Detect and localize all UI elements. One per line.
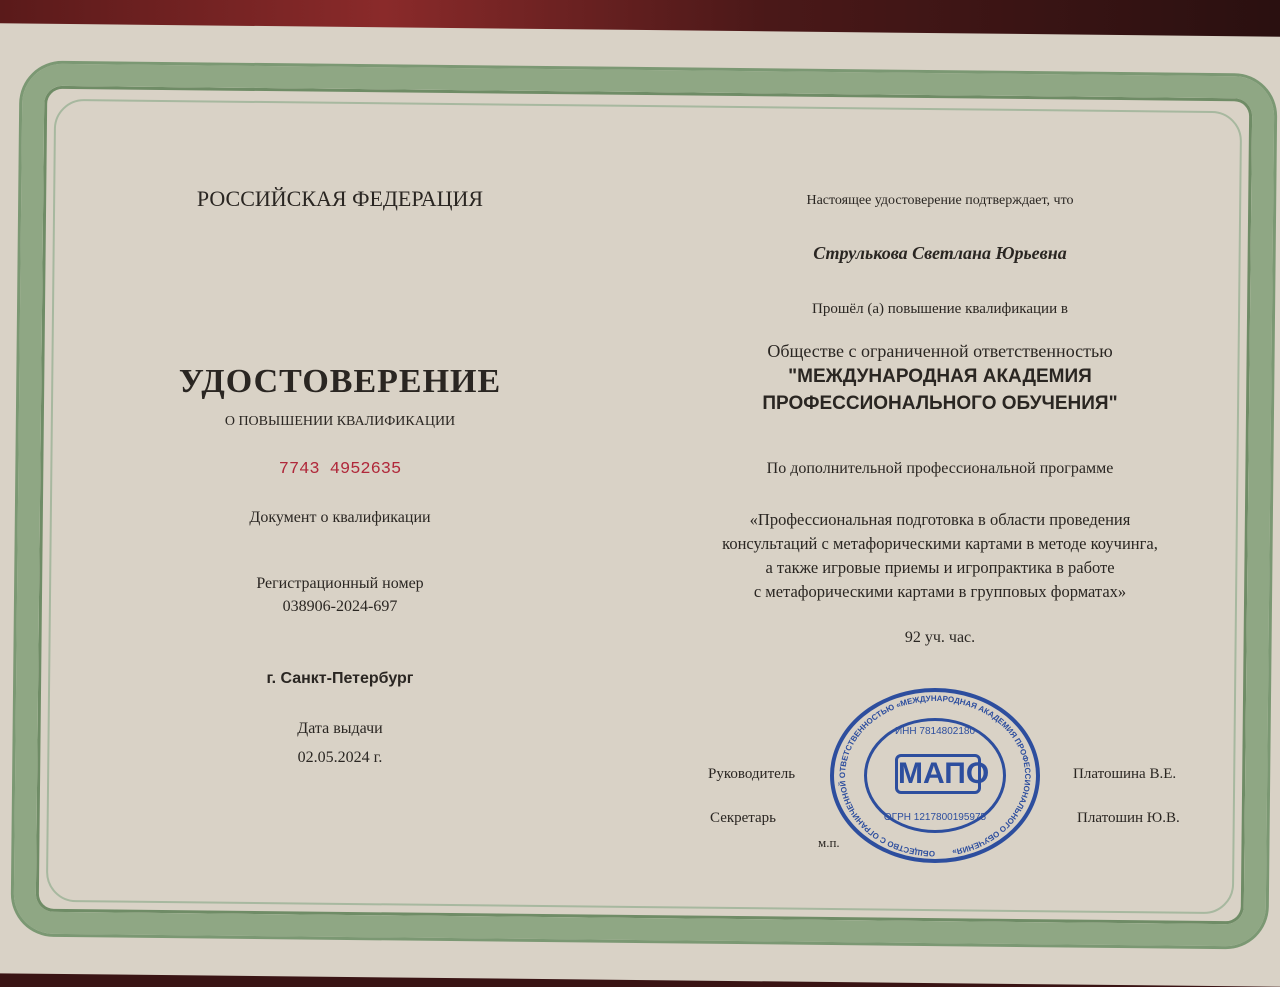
secretary-label: Секретарь <box>710 810 777 826</box>
org-name-line2: ПРОФЕССИОНАЛЬНОГО ОБУЧЕНИЯ" <box>762 393 1118 414</box>
stamp-logo: МАПО <box>895 754 981 794</box>
issue-date: 02.05.2024 г. <box>297 749 383 766</box>
stamp-inn: ИНН 7814802180 <box>894 726 976 737</box>
doc-type: Документ о квалификации <box>249 509 431 526</box>
serial-number: 7743 4952635 <box>278 460 402 479</box>
certificate-paper <box>0 23 1280 987</box>
person-name: Струлькова Светлана Юрьевна <box>813 243 1067 263</box>
program-line: а также игровые приемы и игропрактика в работе <box>765 558 1115 577</box>
stamp-ring-text: ОБЩЕСТВО С ОГРАНИЧЕННОЙ ОТВЕТСТВЕННОСТЬЮ «МЕЖДУНАРОДНАЯ АКАДЕМИЯ ПРОФЕССИОНАЛЬНОГО ОБУЧЕНИЯ» <box>838 693 1033 859</box>
head-label: Руководитель <box>708 766 796 782</box>
org-name-line1: "МЕЖДУНАРОДНАЯ АКАДЕМИЯ <box>788 366 1092 387</box>
program-line: консультаций с метафорическими картами в методе коучинга, <box>722 534 1158 553</box>
reg-label: Регистрационный номер <box>256 575 424 592</box>
head-name: Платошина В.Е. <box>1073 766 1177 782</box>
official-stamp <box>830 688 1040 863</box>
hours: 92 уч. час. <box>904 629 976 646</box>
passed-text: Прошёл (а) повышение квалификации в <box>812 301 1068 317</box>
confirm-text: Настоящее удостоверение подтверждает, что <box>806 193 1074 208</box>
country-heading: РОССИЙСКАЯ ФЕДЕРАЦИЯ <box>196 186 484 211</box>
seal-place: м.п. <box>818 835 840 850</box>
document-subtitle: О ПОВЫШЕНИИ КВАЛИФИКАЦИИ <box>224 414 456 429</box>
program-line: с метафорическими картами в групповых форматах» <box>753 582 1127 601</box>
date-label: Дата выдачи <box>297 720 383 737</box>
document-title: УДОСТОВЕРЕНИЕ <box>178 363 502 400</box>
stamp-ogrn: ОГРН 1217800195975 <box>883 812 987 823</box>
program-label: По дополнительной профессиональной программе <box>766 460 1114 477</box>
city: г. Санкт-Петербург <box>266 670 414 687</box>
reg-number: 038906-2024-697 <box>282 598 398 615</box>
inner-frame <box>46 99 1242 914</box>
secretary-name: Платошин Ю.В. <box>1077 810 1180 826</box>
org-type: Обществе с ограниченной ответственностью <box>767 341 1113 361</box>
program-line: «Профессиональная подготовка в области проведения <box>749 510 1131 529</box>
